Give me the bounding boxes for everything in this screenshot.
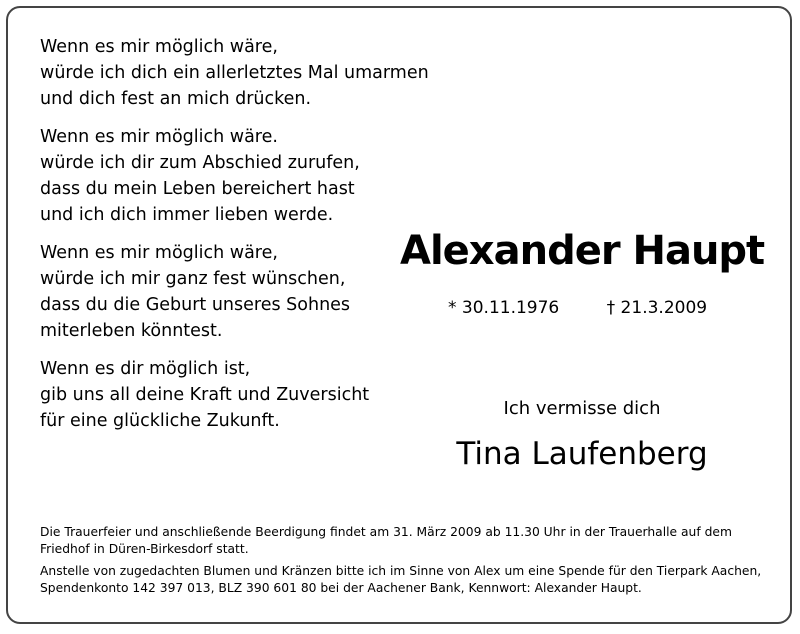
poem-line: würde ich dir zum Abschied zurufen,: [40, 153, 360, 173]
poem-line: Wenn es mir möglich wäre,: [40, 243, 278, 263]
poem-line: und ich dich immer lieben werde.: [40, 205, 334, 225]
poem-line: und dich fest an mich drücken.: [40, 89, 312, 109]
footer-notice: [40, 524, 780, 602]
poem-stanza-1: [40, 34, 429, 112]
poem-line: dass du mein Leben bereichert hast: [40, 179, 355, 199]
poem-line: würde ich mir ganz fest wünschen,: [40, 269, 346, 289]
birth-date: * 30.11.1976: [448, 298, 560, 318]
poem: [40, 34, 429, 446]
mourner-name: Tina Laufenberg: [456, 436, 708, 472]
poem-line: Wenn es mir möglich wäre.: [40, 127, 278, 147]
funeral-notice: Die Trauerfeier und anschließende Beerdigung findet am 31. März 2009 ab 11.30 Uhr in der Trauerhalle auf dem Friedhof in Düren-Birkesdorf statt.: [40, 525, 732, 556]
poem-line: Wenn es mir möglich wäre,: [40, 37, 278, 57]
deceased-name: Alexander Haupt: [400, 228, 765, 274]
poem-line: für eine glückliche Zukunft.: [40, 411, 280, 431]
death-date: † 21.3.2009: [606, 298, 708, 318]
poem-line: Wenn es dir möglich ist,: [40, 359, 251, 379]
poem-line: miterleben könntest.: [40, 321, 223, 341]
poem-stanza-3: [40, 240, 400, 344]
poem-stanza-2: [40, 124, 400, 228]
mourner-intro: Ich vermisse dich: [503, 398, 661, 419]
donation-notice: Anstelle von zugedachten Blumen und Kränzen bitte ich im Sinne von Alex um eine Spende für den Tierpark Aachen, Spendenkonto 142 397 013, BLZ 390 601 80 bei der Aachener Bank, Kennwort: Alexander Haupt.: [40, 564, 762, 595]
poem-line: würde ich dich ein allerletztes Mal umarmen: [40, 63, 429, 83]
poem-stanza-4: [40, 356, 400, 434]
poem-line: gib uns all deine Kraft und Zuversicht: [40, 385, 370, 405]
poem-line: dass du die Geburt unseres Sohnes: [40, 295, 351, 315]
life-dates: [448, 298, 707, 318]
